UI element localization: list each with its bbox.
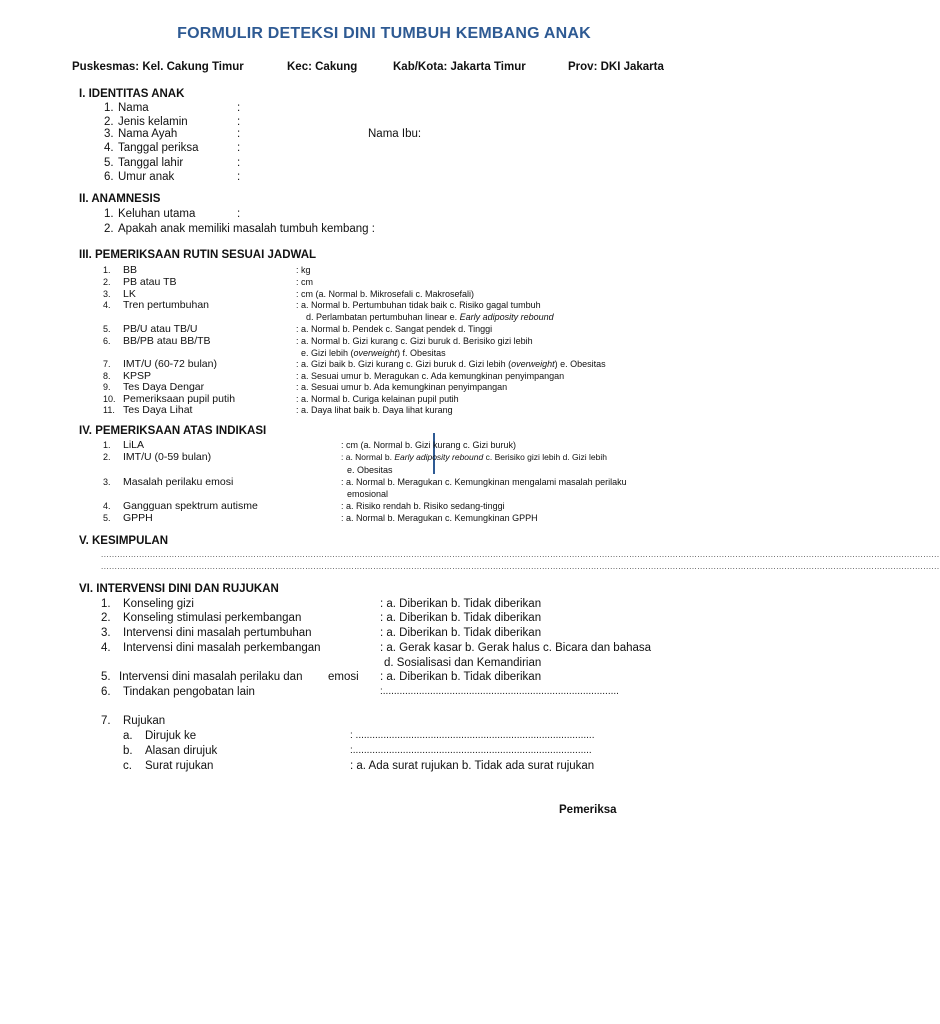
indikasi-value-imtu-cont: e. Obesitas [347, 465, 393, 475]
intervensi-value-perkembangan: : a. Gerak kasar b. Gerak halus c. Bicara dan bahasa [380, 642, 652, 654]
rutin-item-bbpb: 6. BB/PB atau BB/TB [103, 335, 211, 347]
indikasi-value-gpph: : a. Normal b. Meragukan c. Kemungkinan GPPH [341, 513, 538, 523]
intervensi-value-perilaku-emosi: : a. Diberikan b. Tidak diberikan [380, 671, 542, 683]
header-provinsi: Prov: DKI Jakarta [568, 61, 664, 73]
rujukan-value-alasan[interactable]: :...................................................................................... [350, 745, 592, 756]
rutin-value-pupil-putih: : a. Normal b. Curiga kelainan pupil putih [296, 394, 459, 404]
identitas-colon: : [237, 157, 241, 169]
rutin-item-tren: 4. Tren pertumbuhan [103, 299, 209, 311]
rutin-value-tren: : a. Normal b. Pertumbuhan tidak baik c. Risiko gagal tumbuh [296, 300, 541, 310]
rutin-value-bbpb-cont: e. Gizi lebih (overweight) f. Obesitas [301, 348, 446, 358]
rujukan-heading: 7. Rujukan [101, 715, 166, 727]
indikasi-item-autisme: 4. Gangguan spektrum autisme [103, 500, 258, 512]
identitas-item-nama: 1. Nama [104, 102, 149, 114]
intervensi-item-pertumbuhan: 3. Intervensi dini masalah pertumbuhan [101, 627, 312, 639]
rutin-item-daya-lihat: 11. Tes Daya Lihat [103, 404, 193, 416]
identitas-item-tanggal-periksa: 4. Tanggal periksa [104, 142, 199, 154]
rujukan-item-alasan: b. Alasan dirujuk [123, 745, 218, 757]
intervensi-item-stimulasi: 2. Konseling stimulasi perkembangan [101, 612, 302, 624]
form-title: FORMULIR DETEKSI DINI TUMBUH KEMBANG ANAK [177, 25, 591, 42]
rutin-value-daya-dengar: : a. Sesuai umur b. Ada kemungkinan penyimpangan [296, 382, 508, 392]
header-puskesmas: Puskesmas: Kel. Cakung Timur [72, 61, 244, 73]
rutin-item-imtu: 7. IMT/U (60-72 bulan) [103, 358, 217, 370]
indikasi-value-lila: : cm (a. Normal b. Gizi kurang c. Gizi buruk) [341, 440, 517, 450]
rutin-item-kpsp: 8. KPSP [103, 370, 152, 382]
rutin-item-pb-tb: 2. PB atau TB [103, 276, 177, 288]
indikasi-value-perilaku-emosi: : a. Normal b. Meragukan c. Kemungkinan mengalami masalah perilaku [341, 477, 627, 487]
indikasi-item-lila: 1. LiLA [103, 439, 145, 451]
indikasi-item-gpph: 5. GPPH [103, 512, 153, 524]
rutin-item-pbu: 5. PB/U atau TB/U [103, 323, 198, 335]
intervensi-value-stimulasi: : a. Diberikan b. Tidak diberikan [380, 612, 542, 624]
rujukan-item-surat: c. Surat rujukan [123, 760, 214, 772]
rutin-item-daya-dengar: 9. Tes Daya Dengar [103, 381, 205, 393]
rutin-value-lk: : cm (a. Normal b. Mikrosefali c. Makrosefali) [296, 289, 475, 299]
kesimpulan-line-2[interactable]: .................................................................................................................................................................................................................................................................................................................... [101, 562, 940, 571]
indikasi-value-autisme: : a. Risiko rendah b. Risiko sedang-tinggi [341, 501, 505, 511]
section-kesimpulan-title: V. KESIMPULAN [79, 535, 169, 547]
rujukan-item-dirujuk-ke: a. Dirujuk ke [123, 730, 197, 742]
header-kecamatan: Kec: Cakung [287, 61, 358, 73]
rutin-item-pupil-putih: 10. Pemeriksaan pupil putih [103, 393, 236, 405]
identitas-colon: : [237, 128, 241, 140]
rutin-value-kpsp: : a. Sesuai umur b. Meragukan c. Ada kemungkinan penyimpangan [296, 371, 565, 381]
rujukan-value-surat: : a. Ada surat rujukan b. Tidak ada surat rujukan [350, 760, 595, 772]
section-identitas-title: I. IDENTITAS ANAK [79, 88, 185, 100]
pemeriksa-label: Pemeriksa [559, 804, 617, 816]
section-intervensi-title: VI. INTERVENSI DINI DAN RUJUKAN [79, 583, 279, 595]
intervensi-value-pertumbuhan: : a. Diberikan b. Tidak diberikan [380, 627, 542, 639]
intervensi-value-perkembangan-cont: d. Sosialisasi dan Kemandirian [384, 657, 542, 669]
kesimpulan-line-1[interactable]: .................................................................................................................................................................................................................................................................................................................... [101, 550, 940, 559]
rujukan-value-dirujuk-ke[interactable]: : ...................................................................................... [350, 730, 595, 741]
intervensi-item-pengobatan: 6. Tindakan pengobatan lain [101, 686, 255, 698]
identitas-item-umur-anak: 6. Umur anak [104, 171, 175, 183]
rutin-value-imtu: : a. Gizi baik b. Gizi kurang c. Gizi buruk d. Gizi lebih (overweight) e. Obesitas [296, 359, 606, 369]
identitas-nama-ibu: Nama Ibu: [368, 128, 422, 140]
rutin-value-tren-cont: d. Perlambatan pertumbuhan linear e. Early adiposity rebound [306, 312, 554, 322]
anamnesis-item-keluhan: 1. Keluhan utama [104, 208, 196, 220]
rutin-value-pb-tb: : cm [296, 277, 313, 287]
rutin-value-bbpb: : a. Normal b. Gizi kurang c. Gizi buruk d. Berisiko gizi lebih [296, 336, 533, 346]
rutin-item-bb: 1. BB [103, 264, 138, 276]
intervensi-item-perilaku-emosi: 5. Intervensi dini masalah perilaku dan emosi [101, 671, 359, 683]
anamnesis-item-masalah: 2. Apakah anak memiliki masalah tumbuh kembang : [104, 223, 375, 235]
indikasi-value-imtu: : a. Normal b. Early adiposity rebound c. Berisiko gizi lebih d. Gizi lebih [341, 452, 608, 462]
identitas-colon: : [237, 116, 241, 128]
anamnesis-colon: : [237, 208, 241, 220]
indikasi-value-perilaku-emosi-cont: emosional [347, 489, 389, 499]
section-anamnesis-title: II. ANAMNESIS [79, 193, 161, 205]
intervensi-value-konseling-gizi: : a. Diberikan b. Tidak diberikan [380, 598, 542, 610]
intervensi-item-konseling-gizi: 1. Konseling gizi [101, 598, 194, 610]
indikasi-item-perilaku-emosi: 3. Masalah perilaku emosi [103, 476, 234, 488]
rutin-value-bb: : kg [296, 265, 311, 275]
identitas-item-tanggal-lahir: 5. Tanggal lahir [104, 157, 184, 169]
intervensi-value-pengobatan[interactable]: :..................................................................................... [380, 686, 619, 697]
rutin-item-lk: 3. LK [103, 288, 136, 300]
identitas-colon: : [237, 102, 241, 114]
rutin-value-pbu: : a. Normal b. Pendek c. Sangat pendek d. Tinggi [296, 324, 493, 334]
indikasi-item-imtu: 2. IMT/U (0-59 bulan) [103, 451, 212, 463]
intervensi-item-perkembangan: 4. Intervensi dini masalah perkembangan [101, 642, 321, 654]
header-kabkota: Kab/Kota: Jakarta Timur [393, 61, 526, 73]
section-indikasi-title: IV. PEMERIKSAAN ATAS INDIKASI [79, 425, 267, 437]
identitas-item-nama-ayah: 3. Nama Ayah [104, 128, 178, 140]
section-pemeriksaan-rutin-title: III. PEMERIKSAAN RUTIN SESUAI JADWAL [79, 249, 317, 261]
identitas-colon: : [237, 171, 241, 183]
identitas-item-jenis-kelamin: 2. Jenis kelamin [104, 116, 188, 128]
rutin-value-daya-lihat: : a. Daya lihat baik b. Daya lihat kurang [296, 405, 453, 415]
identitas-colon: : [237, 142, 241, 154]
